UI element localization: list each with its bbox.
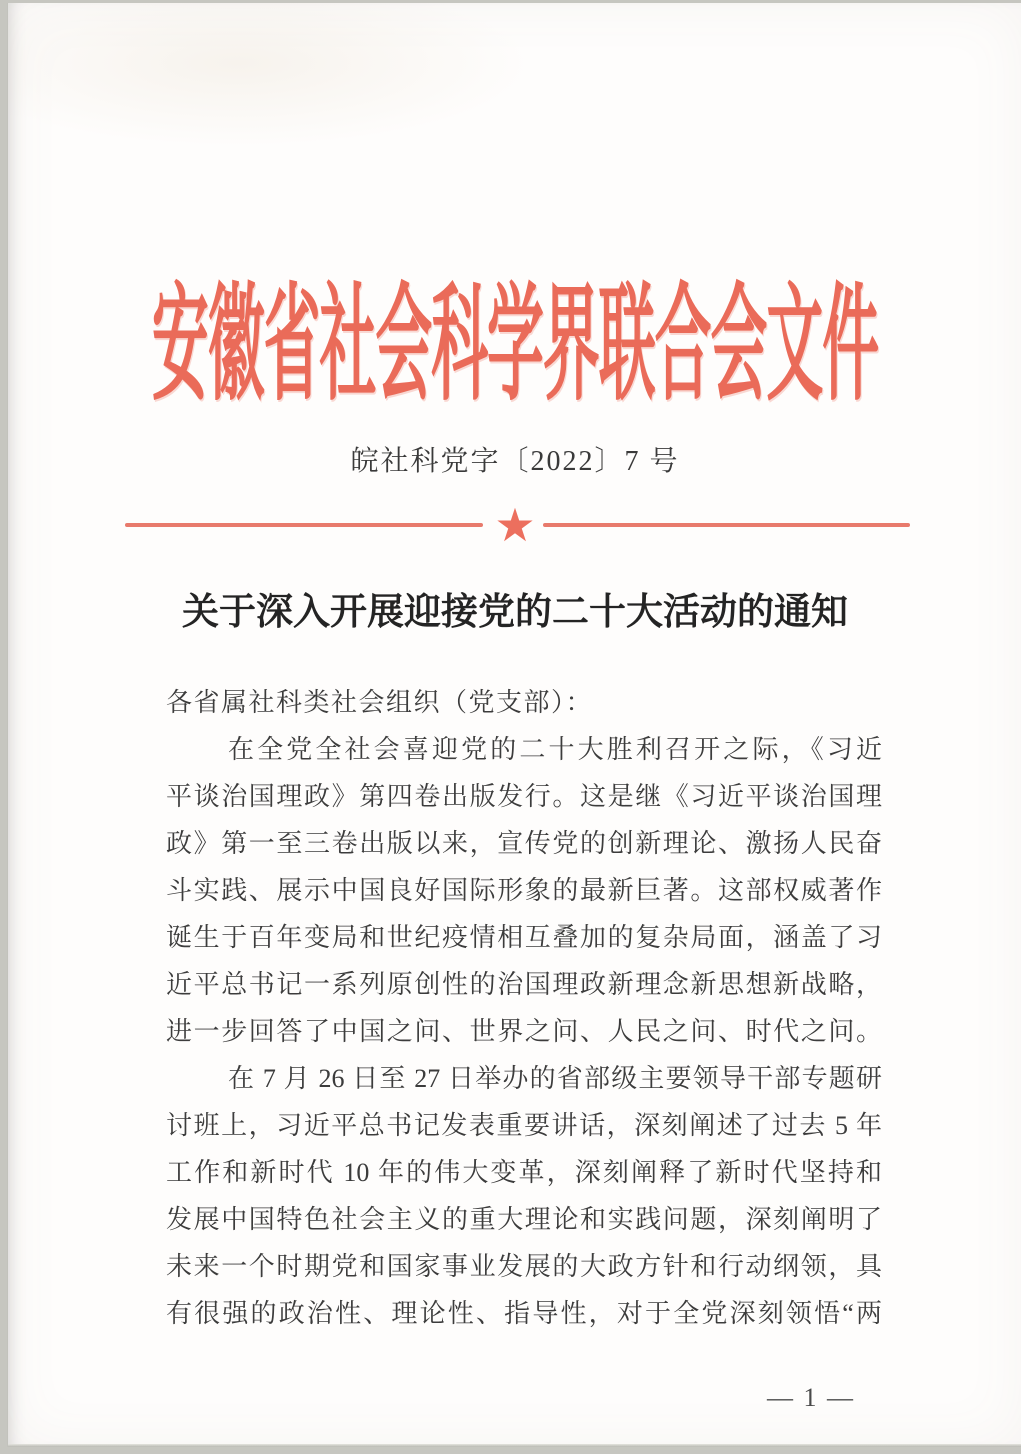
body-line: 工作和新时代 10 年的伟大变革，深刻阐释了新时代坚持和	[166, 1158, 882, 1187]
body-line: 在全党全社会喜迎党的二十大胜利召开之际，《习近	[228, 735, 882, 764]
body-line: 斗实践、展示中国良好国际形象的最新巨著。这部权威著作	[166, 876, 882, 905]
body-line: 有很强的政治性、理论性、指导性，对于全党深刻领悟“两	[166, 1299, 882, 1328]
page-number: — 1 —	[767, 1383, 855, 1412]
scan-bottom-edge	[8, 1444, 1021, 1447]
body-line-salutation: 各省属社科类社会组织（党支部）：	[166, 688, 594, 717]
body-line: 未来一个时期党和国家事业发展的大政方针和行动纲领，具	[166, 1252, 882, 1281]
body-line: 发展中国特色社会主义的重大理论和实践问题，深刻阐明了	[166, 1205, 882, 1234]
body-line: 诞生于百年变局和世纪疫情相互叠加的复杂局面，涵盖了习	[166, 923, 882, 952]
red-rule-right	[543, 523, 910, 527]
document-page	[7, 3, 1021, 1447]
body-line: 政》第一至三卷出版以来，宣传党的创新理论、激扬人民奋	[166, 829, 882, 858]
body-line: 平谈治国理政》第四卷出版发行。这是继《习近平谈治国理	[166, 782, 882, 811]
body-line: 进一步回答了中国之问、世界之问、人民之问、时代之问。	[166, 1017, 882, 1046]
body-line: 在 7 月 26 日至 27 日举办的省部级主要领导干部专题研	[228, 1064, 882, 1093]
body-line: 讨班上，习近平总书记发表重要讲话，深刻阐述了过去 5 年	[166, 1111, 882, 1140]
masthead-title: 安徽省社会科学界联合会文件	[151, 274, 879, 417]
body-text	[166, 679, 882, 1337]
body-line: 近平总书记一系列原创性的治国理政新理念新思想新战略，	[166, 970, 882, 999]
notice-title: 关于深入开展迎接党的二十大活动的通知	[182, 592, 848, 633]
red-star-icon: ★	[494, 500, 536, 551]
document-number: 皖社科党字〔2022〕7 号	[350, 446, 680, 477]
